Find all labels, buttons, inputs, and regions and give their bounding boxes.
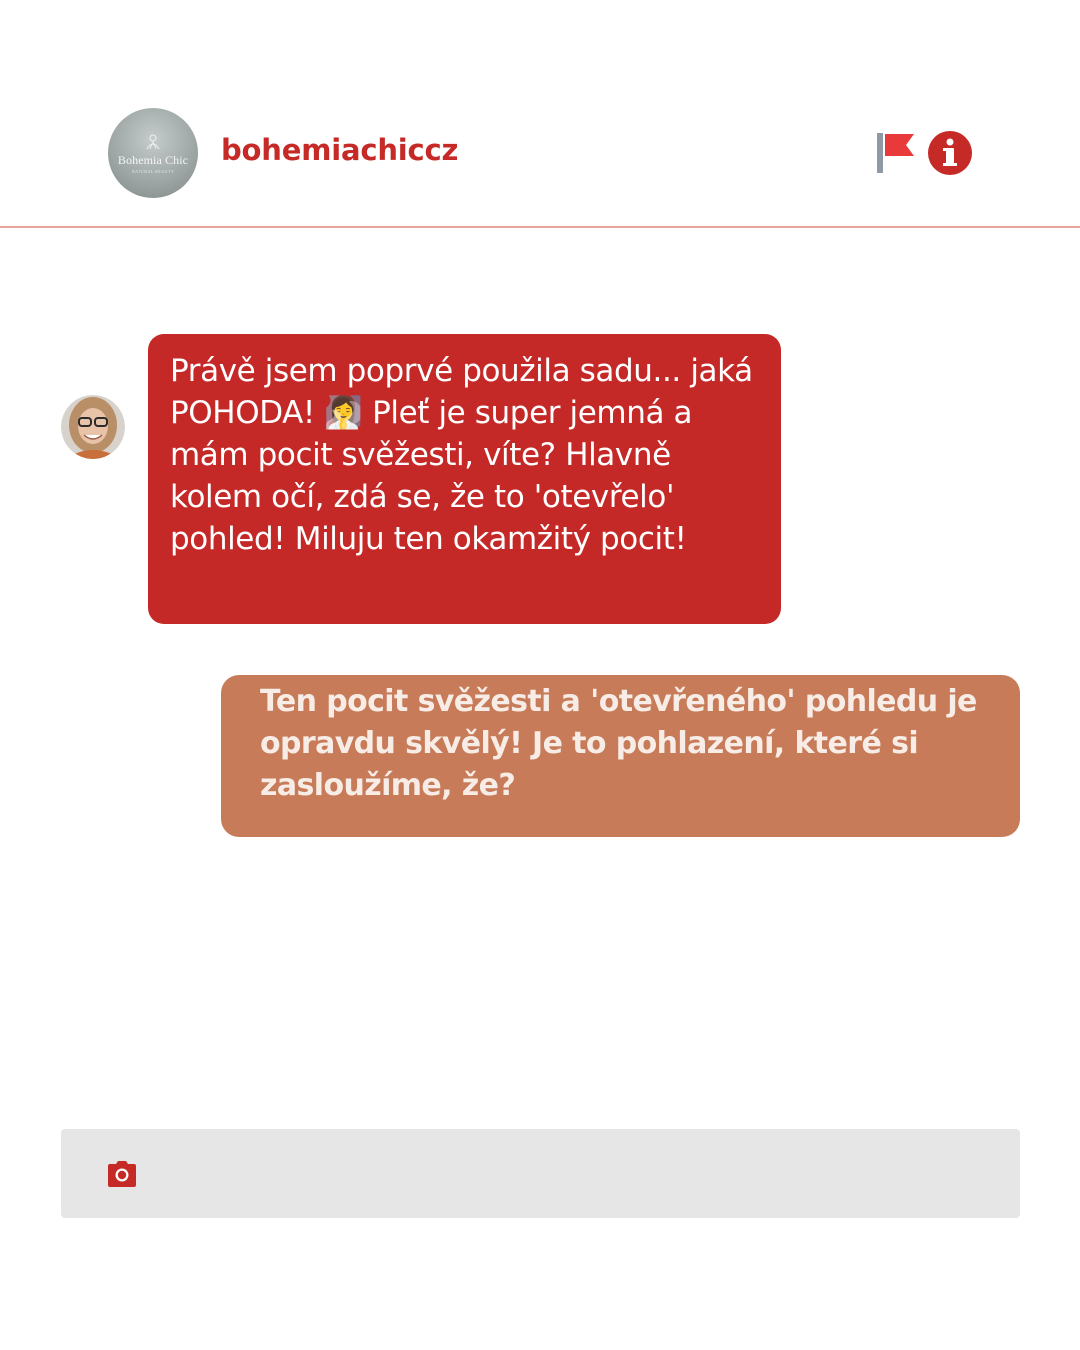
message-incoming[interactable]: Právě jsem poprvé použila sadu... jaká POHODA! 🧖‍♀️ Pleť je super jemná a mám pocit svěžesti, víte? Hlavně kolem očí, zdá se, že to 'otevřelo' pohled! Miluju ten okamžitý pocit! [148,334,781,624]
chat-header [0,0,1080,228]
person-avatar [61,395,125,459]
report-button[interactable] [876,131,918,175]
sender-avatar[interactable] [61,395,125,459]
info-icon [927,130,973,176]
camera-icon [107,1160,137,1188]
brand-avatar[interactable] [108,108,198,198]
message-outgoing[interactable]: Ten pocit svěžesti a 'otevřeného' pohledu je opravdu skvělý! Je to pohlazení, které si zasloužíme, že? [221,675,1020,837]
brand-logo-icon [143,133,163,151]
chat-username[interactable]: bohemiachiccz [221,133,459,167]
camera-button[interactable] [107,1160,137,1188]
info-button[interactable] [927,130,973,176]
brand-logo-subtext: NATURAL BEAUTY [131,168,175,174]
brand-logo-text: Bohemia Chic [117,152,189,167]
message-composer[interactable] [61,1129,1020,1218]
flag-icon [876,131,918,175]
